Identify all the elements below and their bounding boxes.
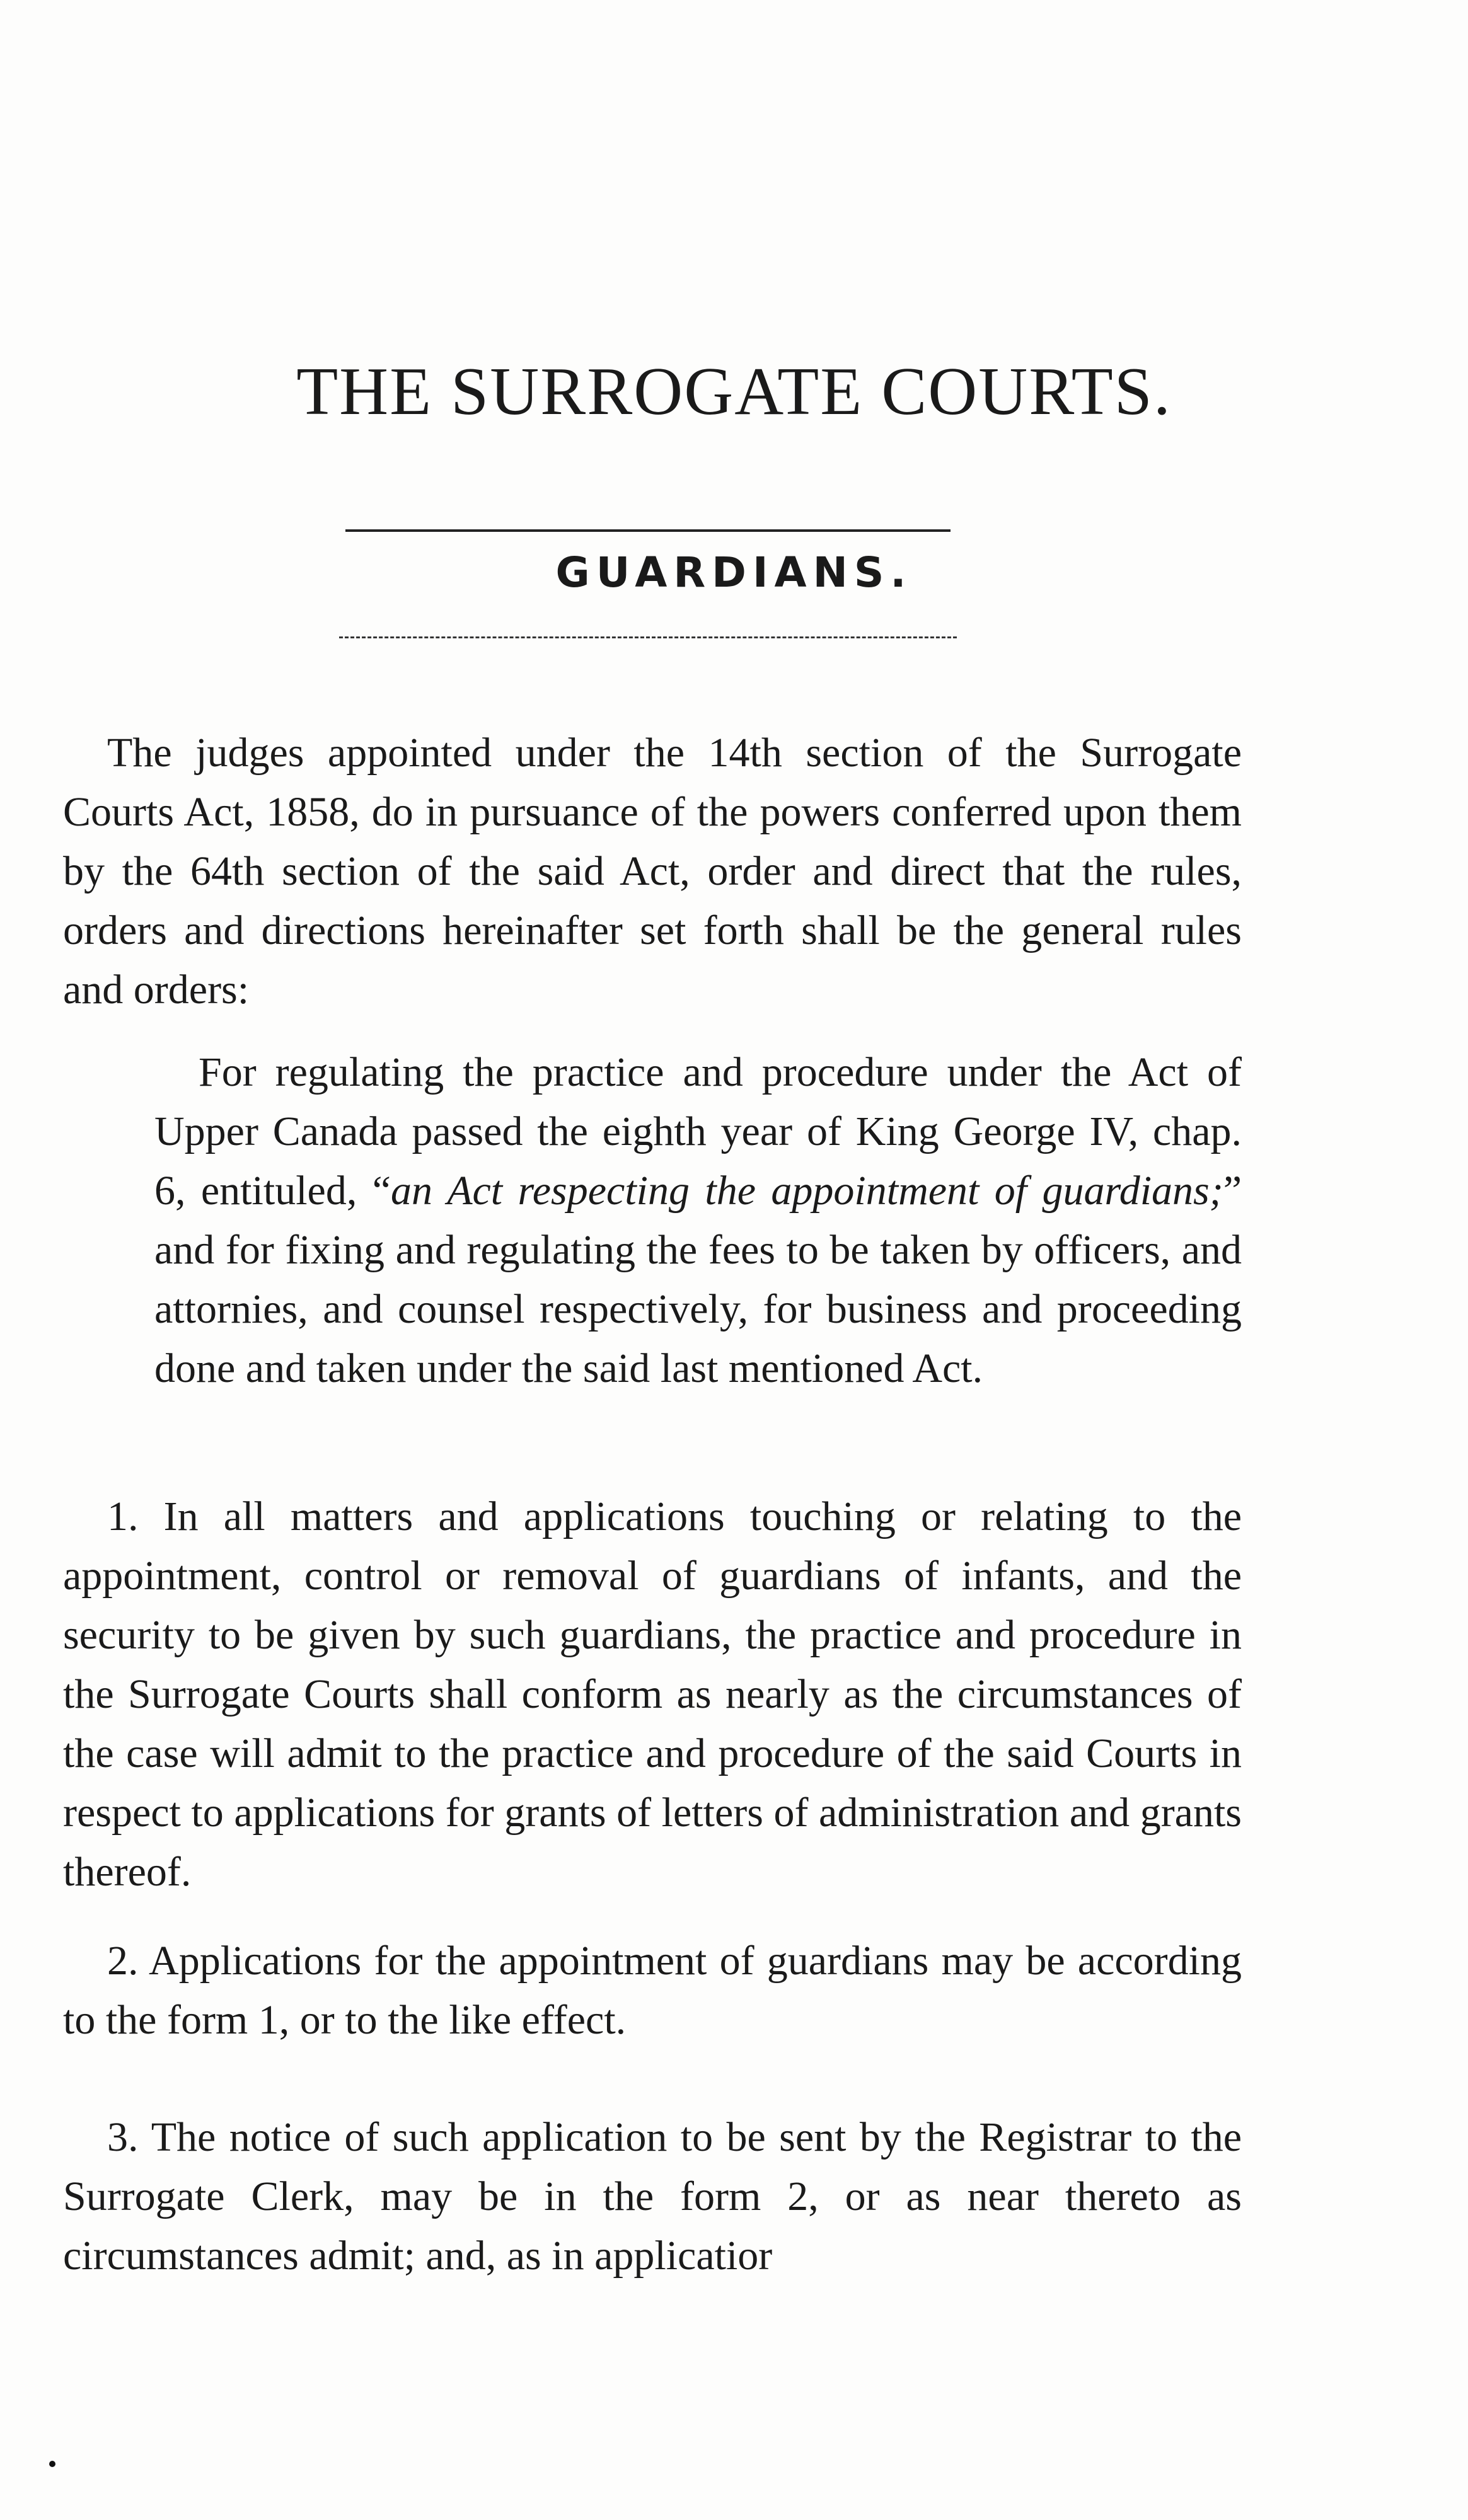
purpose-text-before: For regulating the practice and procedure under the Act of Upper Canada passed the eighth year of King George IV, chap. 6, entituled, “ (154, 1049, 1242, 1214)
act-title: an Act respecting the appointment of guardians; (391, 1168, 1223, 1214)
intro-paragraph: The judges appointed under the 14th section of the Surrogate Courts Act, 1858, do in pursuance of the powers conferred upon them by the 64th section of the said Act, order and direct that the rules, orders and directions hereinafter set forth shall be the general rules and orders: (63, 730, 1242, 1013)
rule-2-paragraph: 2. Applications for the appointment of guardians may be according to the form 1, or to the like effect. (63, 1938, 1242, 2043)
title-divider-bottom (339, 636, 957, 638)
print-speck (49, 2461, 55, 2467)
rule-3-paragraph: 3. The notice of such application to be sent by the Registrar to the Surrogate Clerk, may be in the form 2, or as near thereto as circumstances admit; and, as in applicatior (63, 2114, 1242, 2279)
purpose-text-after: ” and for fixing and regulating the fees to be taken by officers, and attornies, and counsel respectively, for business and proceeding done and taken under the said last mentioned Act. (154, 1168, 1242, 1391)
rule-1-paragraph: 1. In all matters and applications touching or relating to the appointment, control or removal of guardians of infants, and the security to be given by such guardians, the practice and procedure in the Surrogate Courts shall conform as nearly as the circumstances of the case will admit to the practice and procedure of the said Courts in respect to applications for grants of letters of administration and grants thereof. (63, 1493, 1242, 1895)
section-heading: GUARDIANS. (555, 548, 913, 597)
purpose-paragraph (154, 1043, 1242, 1398)
title-divider-top (345, 529, 951, 532)
page-title: THE SURROGATE COURTS. (296, 354, 1172, 429)
